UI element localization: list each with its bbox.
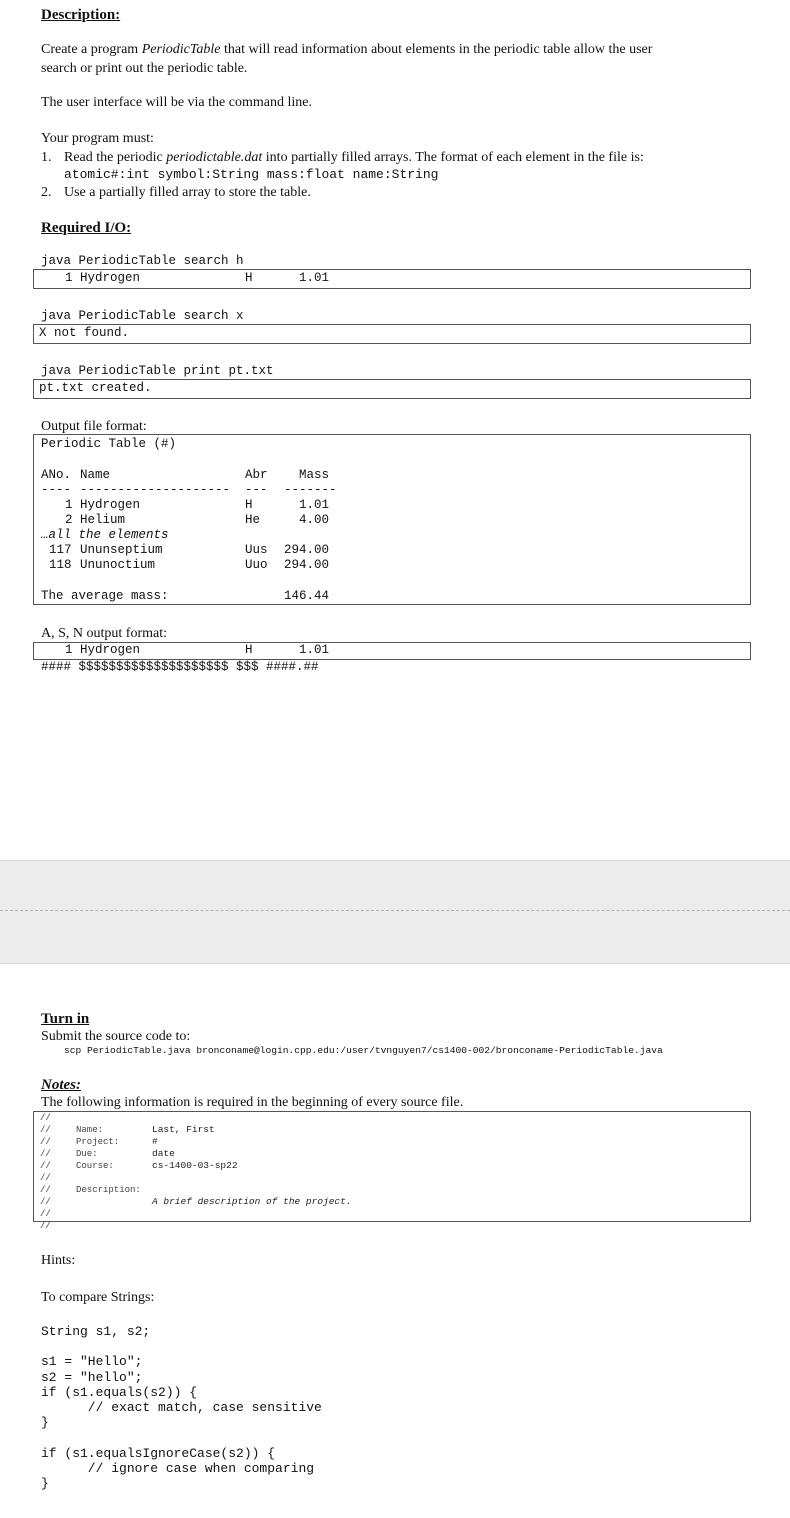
command-search-h: java PeriodicTable search h [41,254,244,268]
row-name: Hydrogen [80,498,141,512]
para1-text-b: that will read information about elements in the periodic table allow the user [220,42,653,57]
turn-in-heading: Turn in [41,1011,90,1027]
header-description-value: A brief description of the project. [152,1196,352,1207]
column-header-name: Name [80,468,111,482]
file-created-message: pt.txt created. [39,381,152,395]
out1-atomic-number: 1 [65,271,73,285]
requirement-1-text-a: Read the periodic [64,150,167,165]
dash-name: -------------------- [80,483,231,497]
dash-abr: --- [245,483,268,497]
data-file-name: periodictable.dat [166,150,263,165]
comment-markers: // // // // // // // // // // [40,1113,51,1231]
asn-format-label: A, S, N output format: [41,626,167,641]
row-symbol: Uuo [245,558,268,572]
header-name-value: Last, First [152,1124,215,1135]
not-found-message: X not found. [39,326,130,340]
asn-format-pattern: #### $$$$$$$$$$$$$$$$$$$$ $$$ ####.## [41,660,319,674]
asn-atomic-number: 1 [65,643,73,657]
command-search-x: java PeriodicTable search x [41,309,244,323]
row-mass: 294.00 [284,558,330,572]
notes-text: The following information is required in the beginning of every source file. [41,1095,464,1110]
column-header-ano: ANo. [41,468,72,482]
output-box-search-h [33,269,751,289]
requirement-2-number: 2. [41,185,52,200]
dash-mass: ------- [284,483,337,497]
file-format-spec: atomic#:int symbol:String mass:float name:String [64,167,439,182]
header-due-label: Due: [76,1149,98,1159]
description-paragraph-2: The user interface will be via the command line. [41,95,312,110]
requirement-1 [64,149,644,167]
source-header-box [33,1111,751,1231]
header-course-label: Course: [76,1161,114,1171]
asn-mass: 1.01 [299,643,330,657]
periodic-table-title: Periodic Table (#) [41,437,177,451]
header-name-label: Name: [76,1125,104,1135]
asn-name: Hydrogen [80,643,141,657]
page-break-band [0,860,790,964]
output-box-print [33,379,751,399]
requirement-1-number: 1. [41,150,52,165]
all-elements-note: …all the elements [41,528,169,542]
hints-title: Hints: [41,1253,76,1268]
command-print: java PeriodicTable print pt.txt [41,364,274,378]
description-paragraph-1-line2: search or print out the periodic table. [41,61,248,76]
asn-symbol: H [245,643,253,657]
dash-ano: ---- [41,483,72,497]
row-symbol: He [245,513,261,527]
row-mass: 1.01 [299,498,330,512]
column-header-abr: Abr [245,468,268,482]
out1-mass: 1.01 [299,271,330,285]
row-name: Ununoctium [80,558,156,572]
header-due-value: date [152,1148,175,1159]
compare-strings-text: To compare Strings: [41,1290,155,1305]
program-name: PeriodicTable [141,42,221,57]
row-atomic-number: 2 [65,513,73,527]
requirement-1-text-b: into partially filled arrays. The format of each element in the file is: [262,150,644,165]
header-project-label: Project: [76,1137,120,1147]
row-atomic-number: 118 [49,558,72,572]
row-atomic-number: 1 [65,498,73,512]
row-atomic-number: 117 [49,543,72,557]
notes-heading: Notes: [41,1077,81,1093]
header-description-label: Description: [76,1185,141,1195]
row-mass: 4.00 [299,513,330,527]
hints-code-sample: String s1, s2; s1 = "Hello"; s2 = "hello"; if (s1.equals(s2)) { // exact match, case sensitive } if (s1.equalsIgnoreCase(s2)) { // ignore case when comparing } [41,1324,322,1492]
para1-text-a: Create a program [41,42,142,57]
average-mass-value: 146.44 [284,589,330,603]
row-symbol: Uus [245,543,268,557]
required-io-heading: Required I/O: [41,220,132,236]
output-box-search-x [33,324,751,344]
row-mass: 294.00 [284,543,330,557]
header-course-value: cs-1400-03-sp22 [152,1160,238,1171]
row-symbol: H [245,498,253,512]
out1-symbol: H [245,271,253,285]
output-format-label: Output file format: [41,419,147,434]
average-mass-label: The average mass: [41,589,169,603]
requirements-intro: Your program must: [41,131,154,146]
scp-command: scp PeriodicTable.java bronconame@login.cpp.edu:/user/tvnguyen7/cs1400-002/bronconame-PeriodicTable.java [64,1045,663,1056]
out1-element-name: Hydrogen [80,271,141,285]
row-name: Ununseptium [80,543,163,557]
asn-output-box [33,642,751,660]
turn-in-text: Submit the source code to: [41,1029,191,1044]
header-project-value: # [152,1136,158,1147]
description-heading: Description: [41,7,121,23]
row-name: Helium [80,513,126,527]
page-break-line [0,910,790,911]
description-paragraph-1 [41,41,652,59]
column-header-mass: Mass [299,468,330,482]
requirement-2: Use a partially filled array to store the table. [64,185,311,200]
output-file-format-box [33,434,751,605]
